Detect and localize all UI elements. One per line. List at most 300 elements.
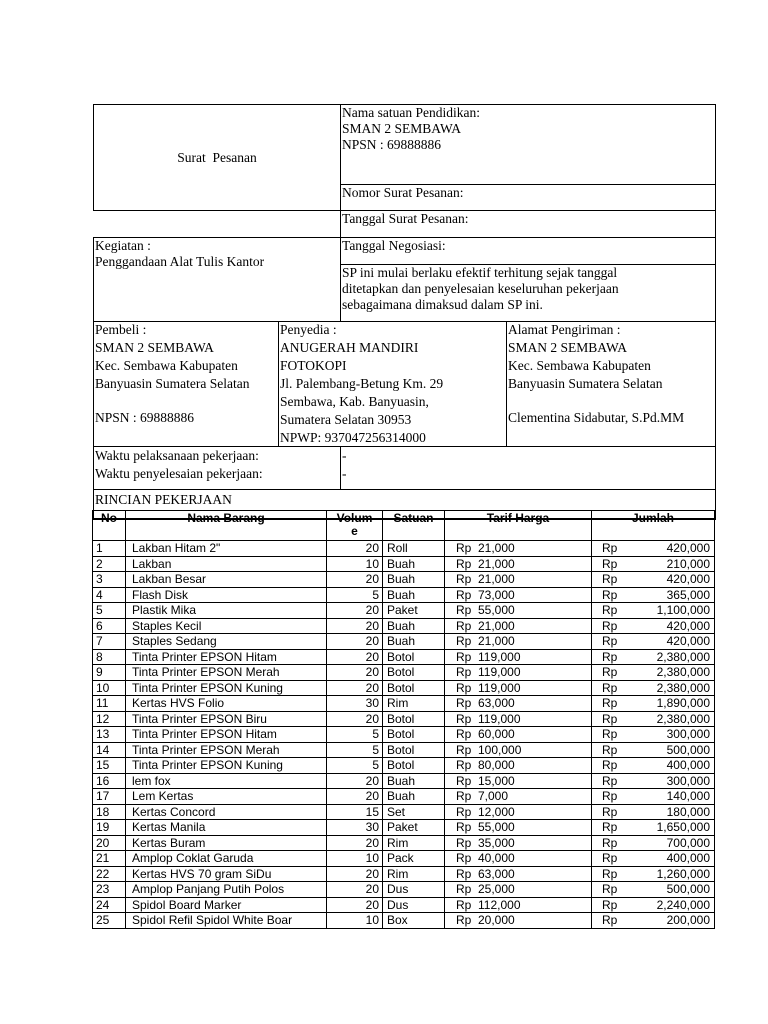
row-unit-price [445,866,592,882]
table-row [93,789,715,805]
total-value: 1,100,000 [656,603,710,618]
row-total [592,603,715,619]
table-row [93,556,715,572]
row-total [592,758,715,774]
buyer-cell [94,322,279,447]
total-value: 2,380,000 [656,711,710,726]
row-volume: 20 [327,649,383,665]
row-no: 19 [93,820,126,836]
unit-price-value: 119,000 [478,649,521,664]
row-volume: 20 [327,711,383,727]
currency-label: Rp [602,649,618,664]
currency-label: Rp [602,742,618,757]
total-value: 300,000 [666,727,710,742]
schedule-values-cell [341,447,716,490]
row-unit-price [445,820,592,836]
document-title-cell [94,105,341,211]
table-row [93,696,715,712]
row-unit-price [445,835,592,851]
row-volume: 20 [327,634,383,650]
table-row [93,603,715,619]
row-total [592,541,715,557]
currency-label: Rp [602,882,618,897]
schedule-labels-cell [94,447,341,490]
table-row [93,820,715,836]
unit-price-value: 21,000 [478,572,515,587]
row-no: 24 [93,897,126,913]
school-name: SMAN 2 SEMBAWA [342,121,461,136]
row-no: 12 [93,711,126,727]
row-unit: Buah [383,572,445,588]
row-no: 11 [93,696,126,712]
row-total [592,851,715,867]
row-no: 17 [93,789,126,805]
row-total [592,789,715,805]
row-unit-price [445,897,592,913]
shipping-cell [507,322,716,447]
unit-price-value: 40,000 [478,851,515,866]
currency-label: Rp [602,572,618,587]
currency-label: Rp [602,727,618,742]
total-value: 210,000 [666,556,710,571]
currency-label: Rp [602,913,618,928]
row-unit: Botol [383,758,445,774]
table-row [93,758,715,774]
row-total [592,804,715,820]
currency-label: Rp [456,587,472,602]
provider-name: FOTOKOPI [280,358,347,373]
order-number-label: Nomor Surat Pesanan: [342,185,464,200]
table-row [93,913,715,929]
table-row [93,680,715,696]
row-item-name: Lem Kertas [126,789,327,805]
col-header-no: No [93,511,126,541]
row-unit: Buah [383,634,445,650]
row-item-name: Spidol Board Marker [126,897,327,913]
currency-label: Rp [456,851,472,866]
row-total [592,556,715,572]
row-no: 18 [93,804,126,820]
row-volume: 20 [327,866,383,882]
execution-time-value: - [342,448,347,463]
currency-label: Rp [456,603,472,618]
buyer-label: Pembeli : [95,322,147,337]
total-value: 420,000 [666,618,710,633]
row-item-name: Tinta Printer EPSON Hitam [126,649,327,665]
completion-time-label: Waktu penyelesaian pekerjaan: [95,466,263,481]
row-volume: 10 [327,913,383,929]
row-item-name: Tinta Printer EPSON Hitam [126,727,327,743]
row-no: 5 [93,603,126,619]
sp-note-cell [341,265,716,322]
order-header-form [93,104,716,520]
table-row [93,634,715,650]
currency-label: Rp [602,665,618,680]
currency-label: Rp [456,665,472,680]
completion-time-value: - [342,466,347,481]
row-unit: Botol [383,665,445,681]
document-title: Surat Pesanan [177,149,257,165]
currency-label: Rp [602,820,618,835]
total-value: 420,000 [666,634,710,649]
col-header-volume-line2: e [351,524,358,538]
provider-label: Penyedia : [280,322,337,337]
row-unit: Botol [383,649,445,665]
col-header-nama: Nama Barang [126,511,327,541]
row-no: 14 [93,742,126,758]
currency-label: Rp [602,773,618,788]
col-header-volume [327,511,383,541]
row-total [592,696,715,712]
unit-price-value: 25,000 [478,882,515,897]
currency-label: Rp [456,866,472,881]
row-unit: Buah [383,773,445,789]
total-value: 140,000 [666,789,710,804]
row-volume: 20 [327,572,383,588]
activity-value: Penggandaan Alat Tulis Kantor [95,254,265,269]
items-table-header [93,511,715,541]
total-value: 420,000 [666,541,710,556]
row-volume: 20 [327,789,383,805]
table-row [93,882,715,898]
row-unit: Box [383,913,445,929]
buyer-npsn: NPSN : 69888886 [95,410,195,425]
table-row [93,711,715,727]
row-item-name: Flash Disk [126,587,327,603]
shipping-label: Alamat Pengiriman : [508,322,621,337]
row-unit: Buah [383,587,445,603]
row-no: 7 [93,634,126,650]
currency-label: Rp [602,804,618,819]
negotiation-date-label: Tanggal Negosiasi: [342,238,446,253]
row-unit-price [445,773,592,789]
unit-price-value: 35,000 [478,835,515,850]
total-value: 1,650,000 [656,820,710,835]
provider-address: Jl. Palembang-Betung Km. 29 [280,376,444,391]
unit-price-value: 100,000 [478,742,522,757]
row-item-name: Kertas HVS 70 gram SiDu [126,866,327,882]
currency-label: Rp [602,696,618,711]
row-item-name: Lakban [126,556,327,572]
table-row [93,851,715,867]
row-unit-price [445,758,592,774]
row-unit-price [445,696,592,712]
currency-label: Rp [602,835,618,850]
row-no: 6 [93,618,126,634]
row-unit-price [445,913,592,929]
unit-price-value: 112,000 [478,897,521,912]
unit-price-value: 119,000 [478,665,521,680]
row-no: 22 [93,866,126,882]
total-value: 700,000 [666,835,710,850]
currency-label: Rp [456,773,472,788]
buyer-name: SMAN 2 SEMBAWA [95,340,214,355]
currency-label: Rp [456,618,472,633]
total-value: 300,000 [666,773,710,788]
unit-price-value: 55,000 [478,603,515,618]
row-no: 2 [93,556,126,572]
row-item-name: Tinta Printer EPSON Merah [126,665,327,681]
row-unit-price [445,789,592,805]
row-unit: Rim [383,866,445,882]
row-unit: Dus [383,882,445,898]
total-value: 2,380,000 [656,665,710,680]
row-total [592,882,715,898]
provider-npwp: NPWP: 937047256314000 [280,430,426,445]
row-volume: 10 [327,556,383,572]
row-item-name: Amplop Coklat Garuda [126,851,327,867]
currency-label: Rp [456,804,472,819]
row-no: 21 [93,851,126,867]
currency-label: Rp [602,556,618,571]
activity-cell [94,238,341,322]
activity-label: Kegiatan : [95,238,151,253]
unit-price-value: 21,000 [478,618,515,633]
row-unit: Set [383,804,445,820]
row-item-name: Amplop Panjang Putih Polos [126,882,327,898]
currency-label: Rp [602,603,618,618]
row-volume: 10 [327,851,383,867]
items-table [92,510,715,929]
currency-label: Rp [456,711,472,726]
row-total [592,773,715,789]
buyer-address: Banyuasin Sumatera Selatan [95,376,250,391]
row-volume: 15 [327,804,383,820]
unit-price-value: 73,000 [478,587,515,602]
total-value: 2,380,000 [656,680,710,695]
table-row [93,773,715,789]
row-total [592,587,715,603]
blank-cell [94,211,341,238]
shipping-address: Kec. Sembawa Kabupaten [508,358,651,373]
provider-address: Sembawa, Kab. Banyuasin, [280,394,429,409]
row-item-name: Tinta Printer EPSON Biru [126,711,327,727]
row-item-name: Tinta Printer EPSON Kuning [126,758,327,774]
row-volume: 5 [327,742,383,758]
shipping-name: SMAN 2 SEMBAWA [508,340,627,355]
buyer-address: Kec. Sembawa Kabupaten [95,358,238,373]
row-volume: 20 [327,665,383,681]
row-total [592,618,715,634]
total-value: 420,000 [666,572,710,587]
row-no: 8 [93,649,126,665]
unit-price-value: 119,000 [478,680,521,695]
shipping-contact: Clementina Sidabutar, S.Pd.MM [508,410,685,425]
row-unit-price [445,634,592,650]
negotiation-date-cell [341,238,716,265]
row-no: 1 [93,541,126,557]
total-value: 200,000 [666,913,710,928]
row-item-name: Lakban Hitam 2" [126,541,327,557]
row-unit-price [445,851,592,867]
row-volume: 20 [327,897,383,913]
table-row [93,572,715,588]
sp-note-line: ditetapkan dan penyelesaian keseluruhan pekerjaan [342,281,619,296]
currency-label: Rp [456,789,472,804]
row-item-name: Kertas Buram [126,835,327,851]
provider-name: ANUGERAH MANDIRI [280,340,419,355]
row-no: 10 [93,680,126,696]
table-row [93,897,715,913]
row-total [592,742,715,758]
currency-label: Rp [456,541,472,556]
row-item-name: Kertas Concord [126,804,327,820]
row-volume: 20 [327,680,383,696]
currency-label: Rp [456,835,472,850]
table-row [93,649,715,665]
row-total [592,711,715,727]
currency-label: Rp [602,866,618,881]
row-item-name: Plastik Mika [126,603,327,619]
row-item-name: Lakban Besar [126,572,327,588]
items-table-body [93,541,715,929]
unit-price-value: 20,000 [478,913,515,928]
row-unit-price [445,572,592,588]
row-total [592,665,715,681]
currency-label: Rp [602,587,618,602]
row-volume: 5 [327,727,383,743]
currency-label: Rp [602,680,618,695]
row-volume: 30 [327,696,383,712]
row-item-name: Spidol Refil Spidol White Boar [126,913,327,929]
school-info-cell [341,105,716,185]
currency-label: Rp [456,882,472,897]
row-item-name: Kertas HVS Folio [126,696,327,712]
row-unit-price [445,742,592,758]
row-total [592,820,715,836]
currency-label: Rp [456,696,472,711]
currency-label: Rp [602,897,618,912]
row-unit: Botol [383,742,445,758]
row-no: 13 [93,727,126,743]
currency-label: Rp [456,556,472,571]
row-unit-price [445,618,592,634]
row-total [592,680,715,696]
row-unit: Paket [383,820,445,836]
currency-label: Rp [602,634,618,649]
row-unit-price [445,665,592,681]
row-total [592,897,715,913]
work-details-heading: RINCIAN PEKERJAAN [95,492,232,507]
row-no: 9 [93,665,126,681]
currency-label: Rp [456,727,472,742]
unit-price-value: 80,000 [478,758,515,773]
row-no: 23 [93,882,126,898]
row-unit: Roll [383,541,445,557]
execution-time-label: Waktu pelaksanaan pekerjaan: [95,448,259,463]
unit-price-value: 21,000 [478,556,515,571]
row-total [592,835,715,851]
total-value: 2,380,000 [656,649,710,664]
row-item-name: Tinta Printer EPSON Merah [126,742,327,758]
shipping-address: Banyuasin Sumatera Selatan [508,376,663,391]
currency-label: Rp [602,758,618,773]
sp-note-line: SP ini mulai berlaku efektif terhitung sejak tanggal [342,265,618,280]
row-item-name: lem fox [126,773,327,789]
provider-address: Sumatera Selatan 30953 [280,412,412,427]
col-header-jumlah: Jumlah [592,511,715,541]
currency-label: Rp [602,789,618,804]
table-row [93,835,715,851]
currency-label: Rp [456,649,472,664]
unit-price-value: 21,000 [478,634,515,649]
row-volume: 20 [327,541,383,557]
currency-label: Rp [602,851,618,866]
row-unit: Buah [383,618,445,634]
row-unit: Botol [383,711,445,727]
table-row [93,665,715,681]
row-unit-price [445,649,592,665]
row-unit-price [445,541,592,557]
col-header-tarif: Tarif Harga [445,511,592,541]
sp-note-line: sebagaimana dimaksud dalam SP ini. [342,297,543,312]
order-date-label: Tanggal Surat Pesanan: [342,211,469,226]
row-unit: Botol [383,680,445,696]
table-row [93,804,715,820]
table-row [93,618,715,634]
row-unit: Paket [383,603,445,619]
row-volume: 5 [327,587,383,603]
row-volume: 30 [327,820,383,836]
table-row [93,541,715,557]
currency-label: Rp [456,742,472,757]
row-unit: Rim [383,696,445,712]
unit-price-value: 60,000 [478,727,515,742]
row-no: 25 [93,913,126,929]
total-value: 2,240,000 [656,897,710,912]
row-unit: Buah [383,556,445,572]
row-item-name: Staples Sedang [126,634,327,650]
row-unit: Pack [383,851,445,867]
table-row [93,742,715,758]
row-unit-price [445,556,592,572]
row-total [592,866,715,882]
unit-price-value: 119,000 [478,711,521,726]
total-value: 180,000 [666,804,710,819]
currency-label: Rp [456,634,472,649]
row-total [592,727,715,743]
row-unit-price [445,603,592,619]
row-unit-price [445,711,592,727]
row-no: 20 [93,835,126,851]
total-value: 1,260,000 [656,866,710,881]
row-item-name: Kertas Manila [126,820,327,836]
col-header-volume-line1: Volum [336,511,373,525]
row-volume: 20 [327,618,383,634]
total-value: 365,000 [666,587,710,602]
currency-label: Rp [602,711,618,726]
school-name-label: Nama satuan Pendidikan: [342,105,480,120]
currency-label: Rp [602,541,618,556]
unit-price-value: 63,000 [478,866,515,881]
total-value: 500,000 [666,742,710,757]
unit-price-value: 15,000 [478,773,515,788]
provider-cell [279,322,507,447]
row-total [592,913,715,929]
row-volume: 20 [327,882,383,898]
table-row [93,727,715,743]
unit-price-value: 21,000 [478,541,515,556]
row-unit-price [445,804,592,820]
row-unit: Dus [383,897,445,913]
unit-price-value: 12,000 [478,804,515,819]
currency-label: Rp [456,758,472,773]
unit-price-value: 55,000 [478,820,515,835]
unit-price-value: 7,000 [478,789,509,804]
table-row [93,587,715,603]
row-volume: 20 [327,603,383,619]
row-unit-price [445,882,592,898]
